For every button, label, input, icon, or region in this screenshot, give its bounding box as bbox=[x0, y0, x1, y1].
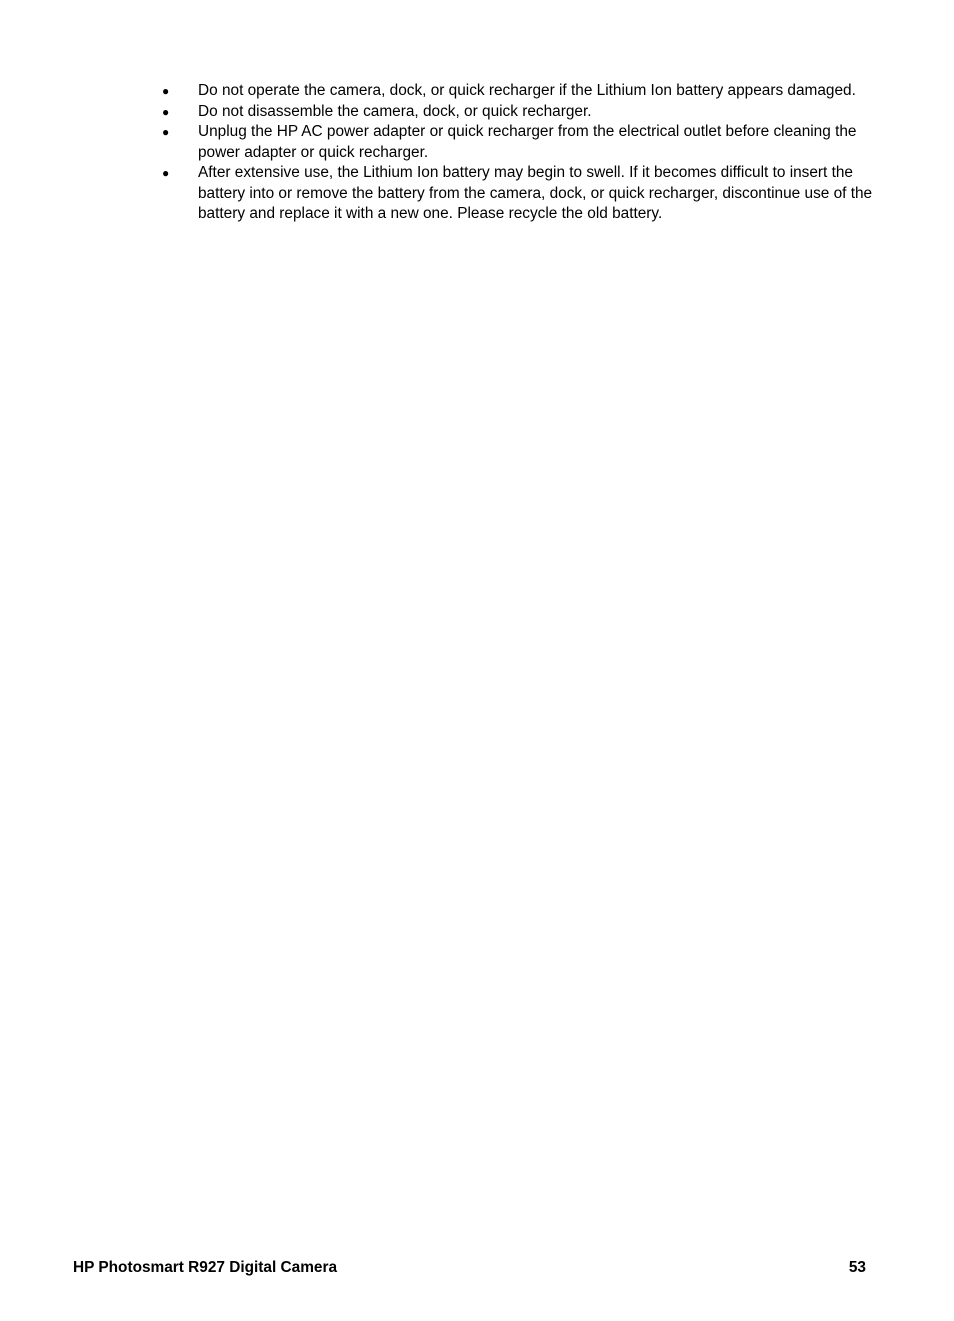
list-item bbox=[160, 81, 880, 102]
safety-bullet-list bbox=[160, 81, 880, 225]
bullet-icon: ● bbox=[162, 104, 170, 119]
bullet-text: Do not disassemble the camera, dock, or quick recharger. bbox=[198, 102, 592, 120]
list-item bbox=[160, 122, 880, 163]
page-footer bbox=[73, 1258, 866, 1278]
bullet-text: After extensive use, the Lithium Ion battery may begin to swell. If it becomes difficult to insert the battery into or remove the battery from the camera, dock, or quick recharger, discontinue use of the battery and replace it with a new one. Please recycle the old battery. bbox=[198, 164, 873, 222]
bullet-icon: ● bbox=[162, 125, 170, 139]
bullet-text: Do not operate the camera, dock, or quick recharger if the Lithium Ion battery appears damaged. bbox=[198, 82, 856, 99]
bullet-icon: ● bbox=[162, 84, 170, 98]
page-number: 53 bbox=[848, 1259, 866, 1276]
bullet-icon: ● bbox=[162, 166, 170, 180]
footer-title: HP Photosmart R927 Digital Camera bbox=[73, 1259, 338, 1276]
list-item bbox=[160, 102, 880, 123]
bullet-text: Unplug the HP AC power adapter or quick recharger from the electrical outlet before cleaning the power adapter or quick recharger. bbox=[198, 123, 857, 161]
list-item bbox=[160, 163, 880, 225]
